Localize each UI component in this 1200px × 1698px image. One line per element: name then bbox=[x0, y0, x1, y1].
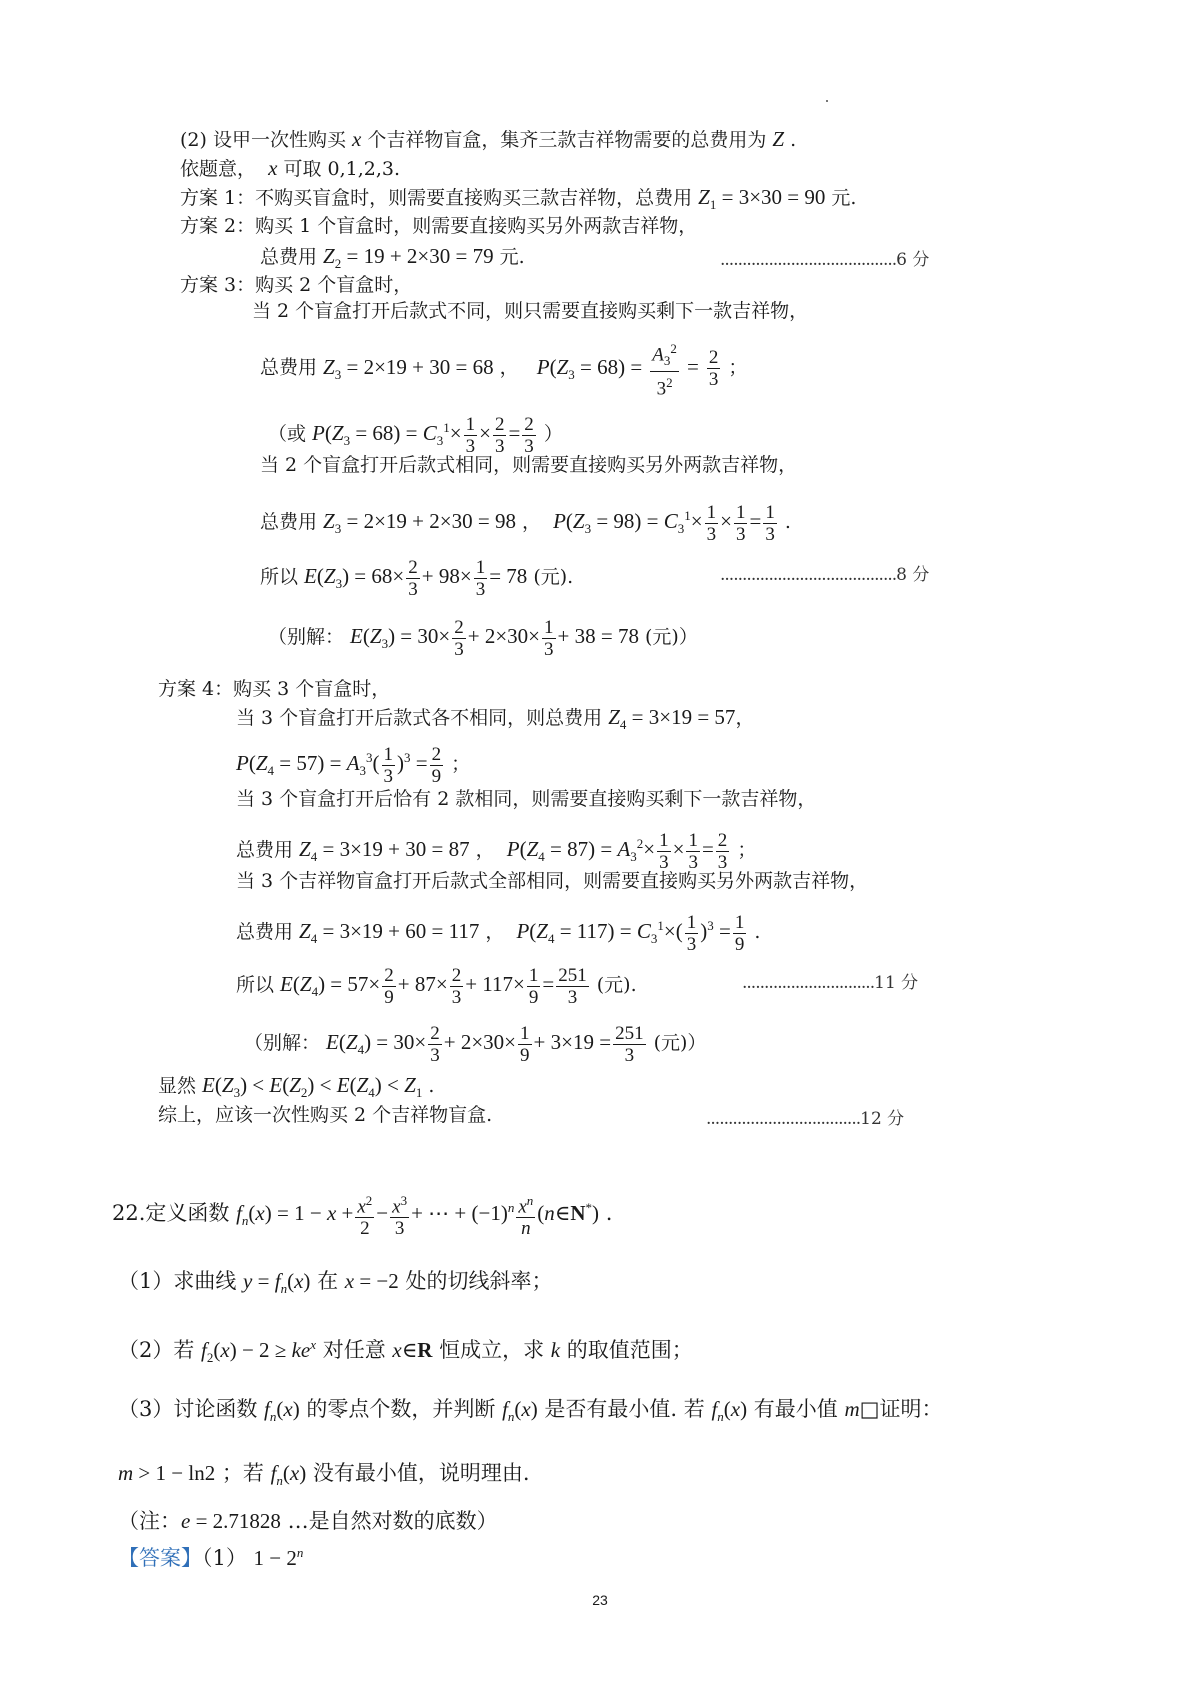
plan3-expectation: 所以 $E(Z_3) = 68\times$ $\frac{2}{3}$ + 98× $\frac{1}{3}$ = 78 (元). bbox=[260, 556, 574, 600]
q22-sub1: （1）求曲线 $y = f_n(x)$ 在 x = −2 处的切线斜率； bbox=[118, 1269, 553, 1297]
plan4-expectation: 所以 $E(Z_4) = 57\times$ $\frac{2}{9}$ + 87× $\frac{2}{3}$ + 117× $\frac{1}{9}$ = $\frac{251}{3}$ (元). bbox=[236, 964, 637, 1008]
q22-stem: 22.定义函数 $f_n(x) = 1 - x$ + $\frac{x^2}{2}$ − $\frac{x^3}{3}$ + ⋯ + $(-1)^n$ $\frac{x^n}{n}$ (n∈N*) . bbox=[112, 1178, 612, 1251]
plan3-alt-expectation: （别解： $E(Z_3) = 30\times$ $\frac{2}{3}$ + 2×30× $\frac{1}{3}$ + 38 = 78 (元)） bbox=[268, 616, 698, 660]
plan4-case1: 当 3 个盲盒打开后款式各不相同，则总费用 $Z_4 = 3\times 19 = 57$， bbox=[236, 705, 755, 733]
score-8: ........................................8 分 bbox=[720, 565, 930, 585]
q22-sub2: （2）若 $f_2(x) - 2 \ge ke^x$ 对任意 x∈R 恒成立，求 k 的取值范围； bbox=[118, 1337, 693, 1366]
part2-condition: 依题意， x 可取 0,1,2,3. bbox=[180, 156, 401, 180]
answer-tag: 【答案】 bbox=[118, 1546, 202, 1570]
conclusion: 综上，应该一次性购买 2 个吉祥物盲盒. bbox=[158, 1104, 493, 1126]
plan4-cost3: 总费用 $Z_4 = 3\times 19 + 60 = 117$ ， $P(Z_4 = 117) = C_3^1\times$( $\frac{1}{3}$ )$^3$ = $\frac{1}{9}$ . bbox=[236, 911, 761, 955]
part2-intro: (2) 设甲一次性购买 x 个吉祥物盲盒，集齐三款吉祥物需要的总费用为 Z . bbox=[180, 127, 797, 151]
plan3-cost1: 总费用 $Z_3 = 2\times 19 + 30 = 68$ ， $P(Z_3 = 68)$ = $\frac{A_3^2}{3^2}$ = $\frac{2}{3}$ ； bbox=[260, 338, 747, 403]
page-number: 23 bbox=[592, 1592, 608, 1608]
plan3-cost2: 总费用 $Z_3 = 2\times 19 + 2\times 30 = 98$ ， $P(Z_3 = 98) = C_3^1\times$ $\frac{1}{3}$ × $\frac{1}{3}$ = $\frac{1}{3}$ . bbox=[260, 501, 791, 545]
q22-note: （注：e = 2.71828 …是自然对数的底数） bbox=[118, 1509, 498, 1533]
q22-sub3-line2: m > 1 − ln2 ；若 $f_n(x)$ 没有最小值，说明理由. bbox=[118, 1461, 530, 1489]
plan4-cost2: 总费用 $Z_4 = 3\times 19 + 30 = 87$ ， $P(Z_4 = 87) = A_3^2\times$ $\frac{1}{3}$ × $\frac{1}{3}$ = $\frac{2}{3}$ ； bbox=[236, 829, 757, 873]
score-6: ........................................6 分 bbox=[720, 250, 930, 270]
plan3-case1: 当 2 个盲盒打开后款式不同，则只需要直接购买剩下一款吉祥物， bbox=[252, 300, 809, 322]
plan4-title: 方案 4：购买 3 个盲盒时， bbox=[158, 678, 391, 700]
plan1: 方案 1：不购买盲盒时，则需要直接购买三款吉祥物，总费用 $Z_1 = 3\times 30 = 90$ 元. bbox=[180, 185, 857, 213]
plan2-line2: 总费用 $Z_2 = 19 + 2\times 30 = 79$ 元. bbox=[260, 244, 525, 272]
scan-speck bbox=[826, 100, 828, 102]
q22-sub3-line1: （3）讨论函数 $f_n(x)$ 的零点个数，并判断 $f_n(x)$ 是否有最小值. 若 $f_n(x)$ 有最小值 m□证明： bbox=[118, 1397, 943, 1425]
score-12: ...................................12 分 bbox=[706, 1109, 905, 1129]
plan3-case2: 当 2 个盲盒打开后款式相同，则需要直接购买另外两款吉祥物， bbox=[260, 454, 798, 476]
plan4-case3: 当 3 个吉祥物盲盒打开后款式全部相同，则需要直接购买另外两款吉祥物， bbox=[236, 870, 869, 892]
plan4-alt-expectation: （别解： $E(Z_4) = 30\times$ $\frac{2}{3}$ + 2×30× $\frac{1}{9}$ + 3×19 = $\frac{251}{3}$ (元)） bbox=[244, 1022, 707, 1066]
plan2-line1: 方案 2：购买 1 个盲盒时，则需要直接购买另外两款吉祥物， bbox=[180, 215, 698, 237]
plan3-alt1: （或 $P(Z_3 = 68) = C_3^1\times$ $\frac{1}{3}$ × $\frac{2}{3}$ = $\frac{2}{3}$ ） bbox=[268, 413, 563, 457]
q22-answer: 【答案】（1） $1 - 2^n$ bbox=[118, 1545, 304, 1570]
comparison: 显然 $E(Z_3) < E(Z_2) < E(Z_4) < Z_1$ . bbox=[158, 1073, 435, 1101]
score-11: ..............................11 分 bbox=[742, 973, 919, 993]
plan4-prob1: $P(Z_4 = 57) = A_3^3$( $\frac{1}{3}$ )$^3$ = $\frac{2}{9}$ ； bbox=[236, 743, 471, 787]
plan4-case2: 当 3 个盲盒打开后恰有 2 款相同，则需要直接购买剩下一款吉祥物， bbox=[236, 788, 817, 810]
plan3-title: 方案 3：购买 2 个盲盒时， bbox=[180, 274, 413, 296]
